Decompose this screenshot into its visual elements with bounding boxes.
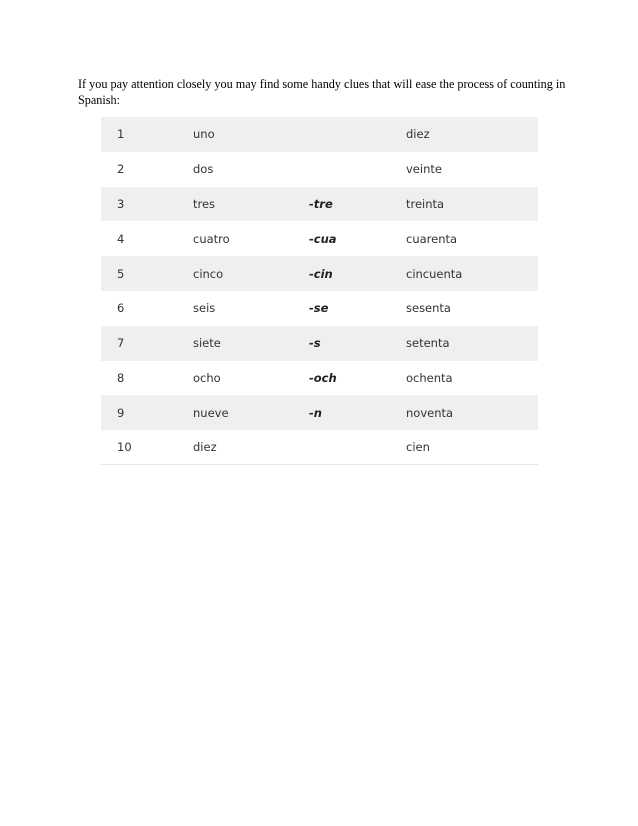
tens-word-cell: diez bbox=[406, 127, 430, 142]
number-cell: 10 bbox=[117, 440, 132, 455]
table-row bbox=[101, 430, 538, 465]
clue-cell: -se bbox=[309, 301, 329, 316]
number-cell: 6 bbox=[117, 301, 125, 316]
table-row bbox=[101, 152, 538, 187]
tens-word-cell: cincuenta bbox=[406, 266, 463, 281]
table-row bbox=[101, 221, 538, 256]
clue-cell: -cua bbox=[309, 231, 337, 246]
number-cell: 2 bbox=[117, 162, 125, 177]
tens-word-cell: cien bbox=[406, 440, 430, 455]
number-cell: 5 bbox=[117, 266, 125, 281]
tens-word-cell: cuarenta bbox=[406, 231, 458, 246]
table-row bbox=[101, 187, 538, 222]
clue-cell: -s bbox=[309, 336, 321, 351]
clue-cell: -cin bbox=[309, 266, 333, 281]
spanish-word-cell: nueve bbox=[193, 405, 229, 420]
spanish-word-cell: dos bbox=[193, 162, 214, 177]
tens-word-cell: treinta bbox=[406, 196, 445, 211]
spanish-word-cell: siete bbox=[193, 336, 221, 351]
tens-word-cell: setenta bbox=[406, 336, 450, 351]
spanish-word-cell: cuatro bbox=[193, 231, 230, 246]
number-cell: 4 bbox=[117, 231, 125, 246]
tens-word-cell: ochenta bbox=[406, 370, 453, 385]
clue-cell: -och bbox=[309, 370, 337, 385]
number-cell: 8 bbox=[117, 370, 125, 385]
table-row bbox=[101, 395, 538, 430]
number-cell: 1 bbox=[117, 127, 125, 142]
clue-cell: -tre bbox=[309, 196, 333, 211]
spanish-word-cell: diez bbox=[193, 440, 217, 455]
tens-word-cell: sesenta bbox=[406, 301, 451, 316]
table-row bbox=[101, 291, 538, 326]
number-cell: 7 bbox=[117, 336, 125, 351]
clue-cell bbox=[309, 152, 406, 187]
number-cell: 3 bbox=[117, 196, 125, 211]
tens-word-cell: noventa bbox=[406, 405, 454, 420]
numbers-table bbox=[101, 117, 538, 465]
clue-cell: -n bbox=[309, 405, 322, 420]
tens-word-cell: veinte bbox=[406, 162, 442, 177]
spanish-word-cell: seis bbox=[193, 301, 216, 316]
clue-cell bbox=[309, 430, 406, 465]
spanish-word-cell: tres bbox=[193, 196, 216, 211]
table-row bbox=[101, 117, 538, 152]
spanish-word-cell: ocho bbox=[193, 370, 221, 385]
number-cell: 9 bbox=[117, 405, 125, 420]
table-row bbox=[101, 256, 538, 291]
spanish-word-cell: cinco bbox=[193, 266, 224, 281]
clue-cell bbox=[309, 117, 406, 152]
table-row bbox=[101, 361, 538, 396]
intro-paragraph: If you pay attention closely you may find some handy clues that will ease the process of counting in Spanish: bbox=[78, 77, 566, 107]
table-row bbox=[101, 326, 538, 361]
spanish-word-cell: uno bbox=[193, 127, 215, 142]
